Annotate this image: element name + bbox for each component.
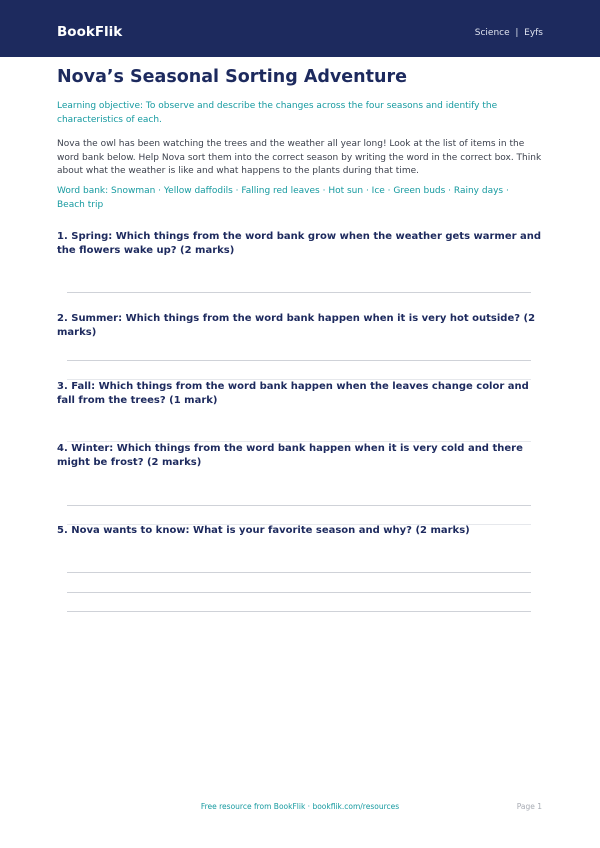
answer-line-5c[interactable]: [67, 611, 531, 612]
answer-line-5b[interactable]: [67, 592, 531, 593]
answer-line-2[interactable]: [67, 360, 531, 361]
answer-line-4a[interactable]: [67, 505, 531, 506]
brand-logo-text: BookFlik: [57, 24, 123, 40]
subject-level-label: Science | Eyfs: [474, 28, 543, 38]
answer-line-1[interactable]: [67, 292, 531, 293]
intro-paragraph: Nova the owl has been watching the trees and the weather all year long! Look at the list of items in the word bank below. Help Nova sort them into the correct season by writing the word in the correct box. Think about what the weather is like and what happens to the plants during that time.: [57, 139, 542, 176]
page-header: [0, 0, 600, 57]
worksheet-title: Nova’s Seasonal Sorting Adventure: [57, 67, 407, 87]
page-number: Page 1: [516, 802, 542, 811]
question-4: 4. Winter: Which things from the word bank happen when it is very cold and there might be frost? (2 marks): [57, 443, 523, 468]
word-bank: Word bank: Snowman · Yellow daffodils · Falling red leaves · Hot sun · Ice · Green buds · Rainy days · Beach trip: [57, 186, 509, 210]
learning-objective: Learning objective: To observe and describe the changes across the four seasons and identify the characteristics of each.: [57, 101, 498, 125]
footer-credit: Free resource from BookFlik · bookflik.com/resources: [200, 802, 400, 811]
answer-line-5a[interactable]: [67, 572, 531, 573]
question-2: 2. Summer: Which things from the word bank happen when it is very hot outside? (2 marks): [57, 313, 536, 338]
question-1: 1. Spring: Which things from the word bank grow when the weather gets warmer and the flowers wake up? (2 marks): [57, 231, 542, 256]
question-3: 3. Fall: Which things from the word bank happen when the leaves change color and fall from the trees? (1 mark): [57, 381, 529, 406]
question-5: 5. Nova wants to know: What is your favorite season and why? (2 marks): [57, 525, 470, 536]
